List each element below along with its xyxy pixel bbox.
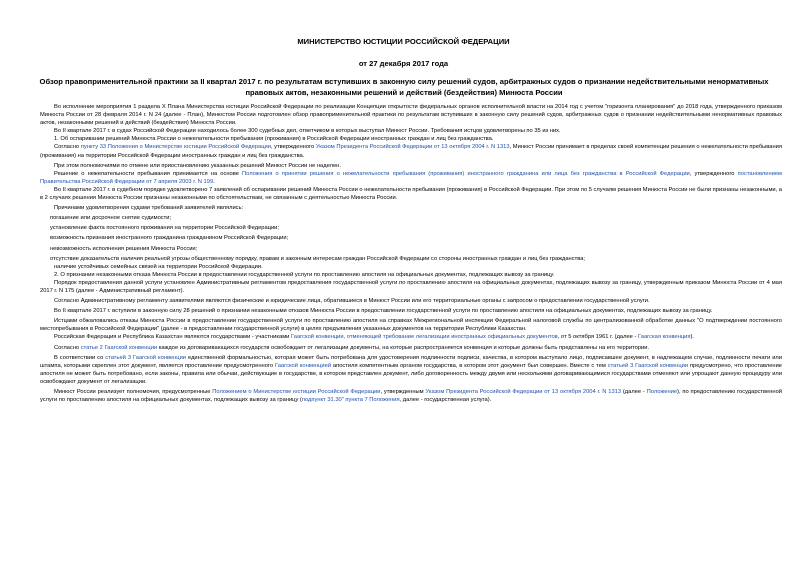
paragraph-text: единственной формальностью, которая может быть потребована для удостоверения подлинности подписи, качества, в котором выступало лицо, подписавшее документ, в надлежащем случае, подлинности печати или штампа, которыми скреплен этот документ, является проставление предусмотренного [40,354,782,369]
paragraph-text: Согласно [54,344,81,351]
document-link[interactable]: Указом Президента Российской Федерации от 13 октября 2004 г. N 1313 [425,389,622,395]
paragraph-text: 2. О признании незаконными отказа Минюста России в предоставлении государственной услуги по проставлению апостиля на официальных документах, подлежащих вывозу за границу. [54,271,555,278]
list-item [40,214,782,222]
document-link[interactable]: постановлением Правительства Российской Федерации от 7 апреля 2003 г. N 199 [40,170,782,185]
document-link[interactable]: Положением о Министерстве юстиции Российской Федерации [212,389,381,395]
paragraph-text: предусмотрено, что проставление апостиля не может быть потребовано, если законы, правила или обычаи, действующие в государстве, в котором представлен документ, либо договоренность между двумя или несколькими договаривающимися государствами отменяют или упрощают данную процедуру или освобождают документ от легализации. [40,362,783,385]
paragraph [40,127,782,135]
paragraph-text: Причинами удовлетворения судами требований заявителей являлись: [54,205,244,212]
paragraph [40,297,782,305]
paragraph-text: Порядок предоставления данной услуги установлен Административным регламентом предоставления государственной услуги по проставлению апостиля на официальных документах, подлежащих вывозу за границу, утвержденным приказом Минюста России от 4 мая 2017 г. N 175 (далее - Административный регламент). [40,279,782,294]
paragraph-text: Согласно [54,144,81,151]
paragraph-text: , от 5 октября 1961 г. (далее - [557,334,638,341]
paragraph [40,170,782,186]
paragraph-text: , Минюст России принимает в пределах своей компетенции решения о нежелательности пребывания (проживания) на территории Российской Федерации иностранных граждан и лиц без гражданства. [40,144,782,159]
list-item [40,263,782,271]
paragraph-text: , утвержденного [689,170,738,177]
ministry-heading: МИНИСТЕРСТВО ЮСТИЦИИ РОССИЙСКОЙ ФЕДЕРАЦИИ [297,37,510,46]
paragraph-text: , утвержденного [270,144,316,151]
paragraph-text: Согласно Административному регламенту заявителями являются физические и юридические лица, обратившиеся в Минюст России или его территориальные органы с запросом о предоставлении государственной услуги. [54,298,650,305]
paragraph-text: Во II квартале 2017 г. в судебном порядке удовлетворено 7 заявлений об оспаривании решений Минюста России о нежелательности пребывания (проживания) в Российской Федерации. При этом по 5 случаям решения Минюста России не были признаны незаконными, а в 2 случаях решения Минюста России признаны незаконными по обстоятельствам, не связанным с деятельностью Минюста России. [40,186,782,202]
paragraph-text: 1. Об оспаривании решений Минюста России о нежелательности пребывания (проживания) в Российской Федерации иностранных граждан и лиц без гражданства. [54,136,494,143]
paragraph-text: апостиля компетентным органом государства, в котором этот документ был совершен. Вместе с тем [331,362,608,369]
paragraph [40,143,782,159]
paragraph-text: В соответствии со [54,354,106,361]
paragraph-text: Истцами обжаловались отказы Минюста России в предоставлении государственной услуги по проставлению апостиля на справках Межрегиональной инспекции Федеральной налоговой службы по централизованной обработке данных "О подтверждении постоянного местопребывания в Российской Федерации" (далее - в предоставлении государственной услуги) в целях предъявления указанных документов на территории Республики Казахстан. [40,318,782,333]
document-link[interactable]: статьей 3 Гаагской конвенции [105,354,187,361]
paragraph-text: ), по предоставлению государственной услуги по проставлению апостиля на официальных документах, подлежащих вывозу за границу ( [40,389,783,404]
document-link[interactable]: статьей 3 Гаагской конвенции [607,362,689,369]
paragraph [40,162,782,170]
paragraph-text: (далее - [621,389,647,395]
paragraph-text: При этом полномочиями по отмене или приостановлению указанных решений Минюст России не наделен. [54,162,341,169]
list-item [40,234,782,242]
list-item [40,245,782,253]
document-link[interactable]: Положение [646,389,678,395]
document-link[interactable]: пункту 33 Положения о Министерстве юстиции Российской Федерации [80,144,271,151]
document-title: Обзор правоприменительной практики за II квартал 2017 г. по результатам вступивших в законную силу решений судов, арбитражных судов о признании недействительными ненормативных правовых актов, незаконными решений и действий (бездействия) Минюста России [39,77,769,97]
document-link[interactable]: Гаагской конвенцией [274,362,332,369]
paragraph [40,354,782,386]
document-date: от 27 декабря 2017 года [358,59,449,68]
paragraph [40,279,782,295]
paragraph-text: ). [690,334,695,341]
paragraph [40,388,782,404]
document-link[interactable]: Гаагская конвенция [637,334,691,341]
paragraph-text: погашение или досрочное снятие судимости; [50,215,172,222]
paragraph [40,307,782,315]
paragraph [40,103,782,127]
paragraph-text: Минюст России реализует полномочия, предусмотренные [54,389,213,395]
document-link[interactable]: Гаагской конвенции, отменяющей требование легализации иностранных официальных документов [290,334,558,341]
paragraph-text: Решение о нежелательности пребывания принимается на основе [54,170,243,177]
paragraph-text: Российская Федерация и Республика Казахстан являются государствами - участниками [54,334,291,341]
paragraph-text: каждое из договаривающихся государств освобождает от легализации документы, на которые распространяется конвенция и которые должны быть представлены на его территории. [157,344,650,351]
document-link[interactable]: подпункт 31.30" пункта 7 Положения [301,397,400,404]
paragraph-text: наличие устойчивых семейных связей на территории Российской Федерации. [54,263,263,270]
paragraph-text: отсутствие доказательств наличия реальной угрозы общественному порядку, правам и законным интересам граждан Российской Федерации со стороны иностранных граждан и лиц без гражданства; [50,255,586,262]
paragraph [40,317,782,333]
document-link[interactable]: Положения о принятии решения о нежелательности пребывания (проживания) иностранного гражданина или лица без гражданства в Российской Федерации [242,170,690,177]
list-item [40,255,782,263]
paragraph [40,135,782,143]
paragraph-text: Во II квартале 2017 г. в судах Российской Федерации находилось более 300 судебных дел, ответчиком в которых выступал Минюст России. Требования истцов удовлетворены по 35 из них. [54,128,561,135]
paragraph-text: установление факта постоянного проживания на территории Российской Федерации; [50,225,279,232]
paragraph [40,271,782,279]
document-body [40,103,782,404]
document-link[interactable]: статье 2 Гаагской конвенции [80,344,158,351]
paragraph-text: Во исполнение мероприятия 1 раздела X Плана Министерства юстиции Российской Федерации по реализации Концепции открытости федеральных органов исполнительной власти на 2014 год с учетом "горизонта планирования" до 2018 года, утвержденного приказом Минюста России от 28 февраля 2014 г. N 24 (далее - План), Минюстом России подготовлен обзор правоприменительной практики по результатам вступивших в законную силу решений судов, арбитражных судов о признании недействительными ненормативных правовых актов, незаконными решений и действий (бездействия) Минюста России. [40,104,782,127]
paragraph [40,186,782,202]
list-item [40,224,782,232]
paragraph [40,344,782,352]
paragraph-text: невозможность исполнения решения Минюста России; [50,245,198,252]
paragraph [40,333,782,341]
paragraph-text: возможность признания иностранного гражданина гражданином Российской Федерации; [50,235,289,242]
paragraph-text: , утвержденным [380,389,426,395]
paragraph [40,204,782,212]
document-link[interactable]: Указом Президента Российской Федерации от 13 октября 2004 г. N 1313 [315,144,510,151]
paragraph-text: , далее - государственная услуга). [399,397,492,404]
paragraph-text: . [213,178,215,185]
paragraph-text: Во II квартале 2017 г. вступили в законную силу 28 решений о признании незаконными отказов Минюста России в предоставлении государственной услуги по проставлению апостиля на официальных документах, подлежащих вывозу за границу. [54,308,713,315]
